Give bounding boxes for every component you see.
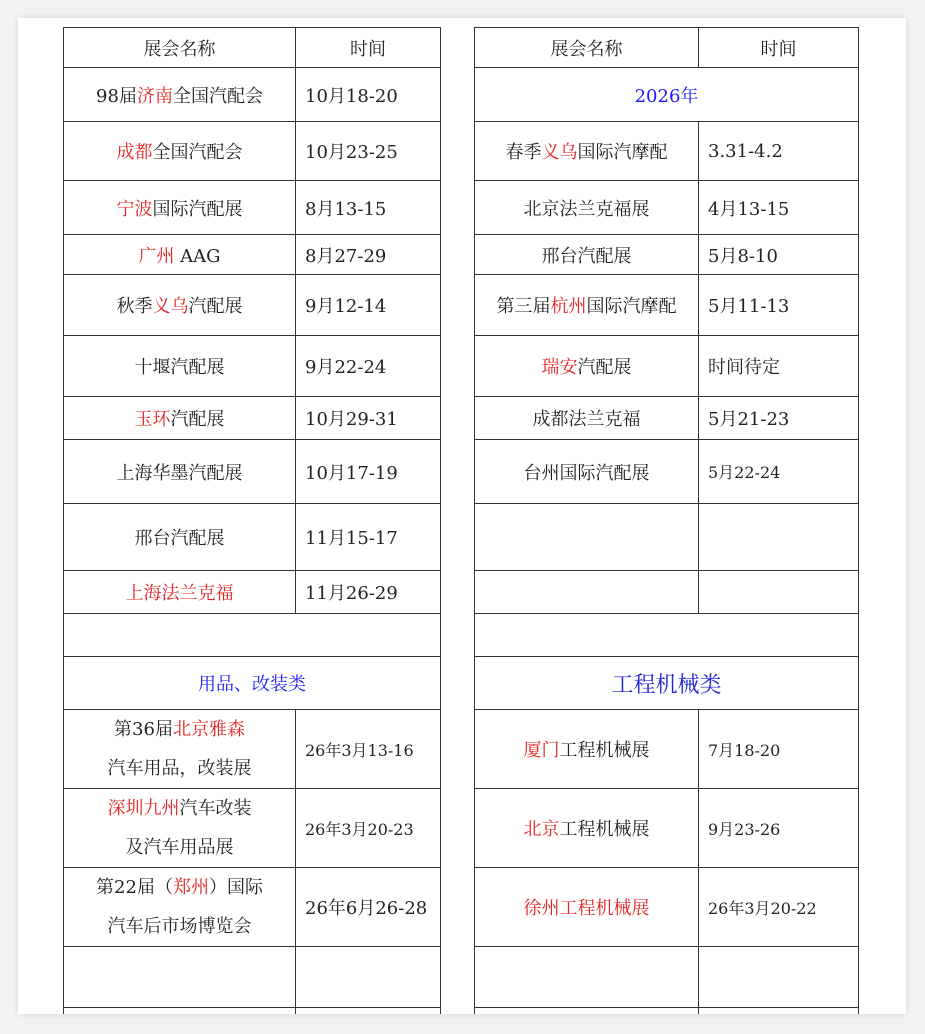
table-row [64, 440, 441, 504]
document-page [18, 18, 906, 1014]
expo-name [475, 235, 699, 275]
name-part: 十堰汽配展 [134, 357, 225, 378]
table-header-row [64, 28, 441, 68]
name-part: 第36届 [114, 719, 173, 740]
expo-name [64, 504, 296, 571]
city-highlight: 上海法兰克福 [125, 583, 234, 604]
section-title-machinery: 工程机械类 [475, 657, 859, 710]
empty-row [475, 1008, 859, 1015]
table-row [475, 789, 859, 868]
name-part: 春季 [505, 142, 542, 163]
expo-name [64, 789, 296, 868]
empty-cell [699, 504, 859, 571]
empty-cell [64, 947, 296, 1008]
empty-cell [296, 1008, 441, 1015]
name-part: 汽配展 [170, 409, 225, 430]
section-row [64, 657, 441, 710]
expo-time: 5月21-23 [699, 397, 859, 440]
name-part: 汽车后市场博览会 [107, 916, 252, 937]
name-part: AAG [174, 245, 221, 267]
name-part: 北京法兰克福展 [523, 198, 650, 220]
header-time: 时间 [296, 28, 441, 68]
city-highlight: 深圳九州 [107, 798, 180, 819]
expo-time: 26年6月26-28 [296, 868, 441, 947]
table-row [475, 336, 859, 397]
empty-cell [699, 1008, 859, 1015]
expo-time: 10月17-19 [296, 440, 441, 504]
expo-time: 9月23-26 [699, 789, 859, 868]
table-row [475, 440, 859, 504]
expo-time: 10月18-20 [296, 68, 441, 122]
expo-name [475, 397, 699, 440]
table-row [475, 710, 859, 789]
table-row [64, 68, 441, 122]
expo-name [475, 710, 699, 789]
table-header-row [475, 28, 859, 68]
header-time: 时间 [699, 28, 859, 68]
empty-cell [699, 947, 859, 1008]
expo-time: 8月13-15 [296, 181, 441, 235]
name-part: 台州国际汽配展 [523, 462, 650, 484]
table-row [64, 789, 441, 868]
expo-time: 10月29-31 [296, 397, 441, 440]
expo-time: 3.31-4.2 [699, 122, 859, 181]
empty-cell [475, 571, 699, 614]
expo-time: 7月18-20 [699, 710, 859, 789]
city-highlight: 杭州 [550, 296, 587, 317]
expo-time: 4月13-15 [699, 181, 859, 235]
name-part: 全国汽配会 [152, 142, 243, 163]
city-highlight: 北京雅森 [172, 719, 245, 740]
expo-time: 时间待定 [699, 336, 859, 397]
empty-row [475, 571, 859, 614]
empty-cell [475, 614, 859, 657]
expo-time: 9月12-14 [296, 275, 441, 336]
city-highlight: 徐州工程机械展 [523, 898, 650, 919]
expo-name [475, 122, 699, 181]
name-part: 第22届（ [96, 877, 173, 898]
expo-name [475, 789, 699, 868]
empty-row [64, 614, 441, 657]
expo-time: 5月22-24 [699, 440, 859, 504]
expo-time: 8月27-29 [296, 235, 441, 275]
table-row [64, 571, 441, 614]
table-row [475, 122, 859, 181]
expo-time: 26年3月13-16 [296, 710, 441, 789]
name-part: 国际汽配展 [152, 198, 243, 220]
empty-cell [699, 571, 859, 614]
expo-time: 5月8-10 [699, 235, 859, 275]
name-part: 第三届 [496, 296, 551, 317]
empty-row [64, 1008, 441, 1015]
table-row [64, 275, 441, 336]
name-part: 及汽车用品展 [125, 837, 234, 858]
expo-name [64, 710, 296, 789]
empty-cell [475, 947, 699, 1008]
expo-schedule-table-left [63, 27, 441, 1014]
name-part: 全国汽配会 [172, 85, 263, 107]
expo-time: 10月23-25 [296, 122, 441, 181]
city-highlight: 郑州 [172, 877, 209, 898]
expo-name [64, 868, 296, 947]
expo-time: 9月22-24 [296, 336, 441, 397]
name-part: 汽配展 [188, 296, 243, 317]
city-highlight: 义乌 [152, 296, 189, 317]
expo-name [64, 336, 296, 397]
table-row [64, 181, 441, 235]
expo-name [475, 868, 699, 947]
empty-cell [475, 1008, 699, 1015]
header-name: 展会名称 [64, 28, 296, 68]
section-row [475, 657, 859, 710]
city-highlight: 成都 [116, 142, 153, 163]
table-row [475, 235, 859, 275]
name-part: 邢台汽配展 [134, 528, 225, 549]
name-part: 工程机械展 [559, 740, 650, 761]
city-highlight: 义乌 [541, 142, 578, 163]
year-title: 2026年 [475, 68, 859, 122]
empty-row [475, 504, 859, 571]
empty-cell [64, 614, 441, 657]
expo-name [64, 68, 296, 122]
expo-name [475, 440, 699, 504]
expo-schedule-table-right [474, 27, 859, 1014]
name-part: 工程机械展 [559, 819, 650, 840]
expo-name [64, 122, 296, 181]
year-row [475, 68, 859, 122]
table-row [475, 397, 859, 440]
city-highlight: 玉环 [134, 409, 171, 430]
name-part: 国际汽摩配 [577, 142, 668, 163]
name-part: 邢台汽配展 [541, 245, 632, 267]
city-highlight: 宁波 [116, 198, 153, 220]
expo-time: 26年3月20-22 [699, 868, 859, 947]
name-part: ）国际 [208, 877, 263, 898]
city-highlight: 广州 [138, 245, 175, 267]
name-part: 98届 [96, 85, 137, 107]
expo-name [64, 571, 296, 614]
expo-name [64, 397, 296, 440]
table-row [64, 504, 441, 571]
table-row [64, 868, 441, 947]
expo-name [64, 275, 296, 336]
name-part: 秋季 [116, 296, 153, 317]
table-row [64, 710, 441, 789]
expo-name [64, 235, 296, 275]
name-part: 成都法兰克福 [532, 409, 641, 430]
header-name: 展会名称 [475, 28, 699, 68]
expo-name [475, 275, 699, 336]
expo-time: 26年3月20-23 [296, 789, 441, 868]
section-title-accessories: 用品、改装类 [64, 657, 441, 710]
table-row [64, 235, 441, 275]
empty-row [475, 614, 859, 657]
city-highlight: 瑞安 [541, 357, 578, 378]
empty-cell [296, 947, 441, 1008]
expo-time: 11月26-29 [296, 571, 441, 614]
table-row [64, 336, 441, 397]
expo-name [475, 181, 699, 235]
expo-name [64, 440, 296, 504]
city-highlight: 济南 [136, 85, 173, 107]
name-part: 汽车用品，改装展 [107, 758, 252, 779]
empty-cell [475, 504, 699, 571]
table-row [475, 275, 859, 336]
expo-time: 5月11-13 [699, 275, 859, 336]
empty-row [64, 947, 441, 1008]
table-row [64, 122, 441, 181]
table-row [64, 397, 441, 440]
name-part: 国际汽摩配 [586, 296, 677, 317]
city-highlight: 厦门 [523, 740, 560, 761]
empty-cell [64, 1008, 296, 1015]
table-row [475, 181, 859, 235]
expo-time: 11月15-17 [296, 504, 441, 571]
empty-row [475, 947, 859, 1008]
table-row [475, 868, 859, 947]
name-part: 汽配展 [577, 357, 632, 378]
expo-name [475, 336, 699, 397]
expo-name [64, 181, 296, 235]
name-part: 汽车改装 [179, 798, 252, 819]
city-highlight: 北京 [523, 819, 560, 840]
name-part: 上海华墨汽配展 [116, 462, 243, 484]
